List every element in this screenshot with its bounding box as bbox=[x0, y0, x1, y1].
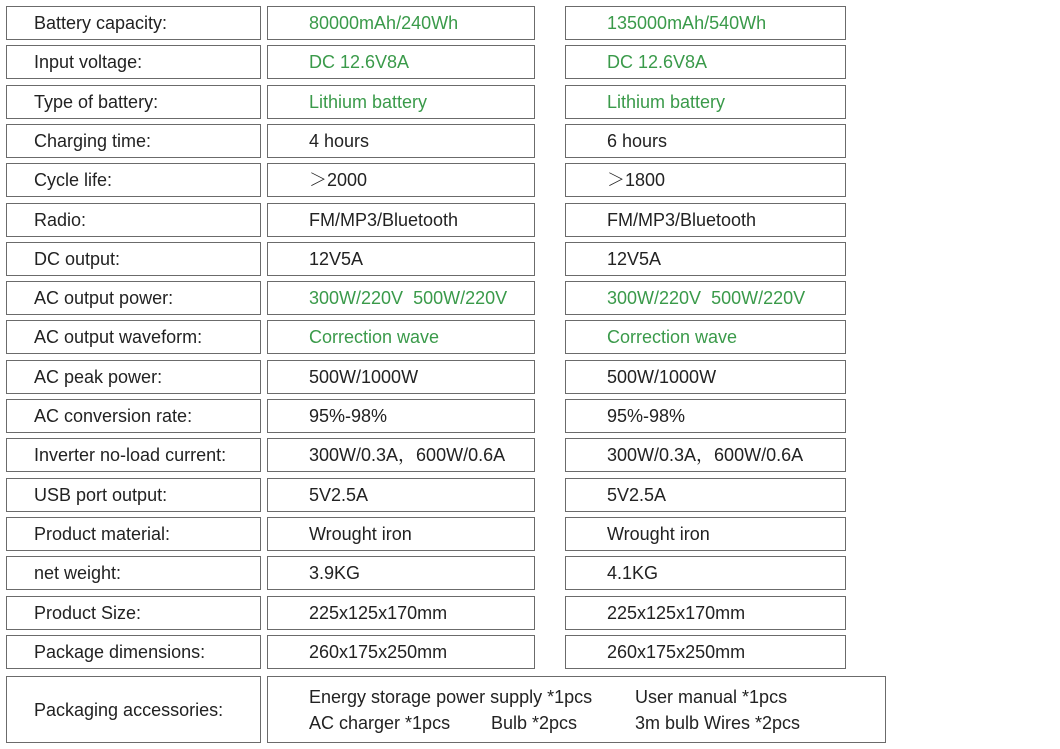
spec-value-model-2 bbox=[565, 85, 846, 119]
accessories-line-1 bbox=[309, 684, 787, 710]
accessory-item: Energy storage power supply *1pcs bbox=[309, 686, 593, 707]
spec-label-text: Packaging accessories: bbox=[34, 699, 224, 720]
spec-value-model-1-text: 5V2.5A bbox=[309, 485, 369, 505]
spec-label bbox=[6, 281, 261, 315]
spec-label-text: AC peak power: bbox=[34, 367, 163, 387]
spec-value-model-1 bbox=[267, 281, 535, 315]
spec-label-text: Radio: bbox=[34, 210, 87, 230]
spec-value-model-2-text: 260x175x250mm bbox=[607, 642, 746, 662]
spec-value-model-2-text: ＞1800 bbox=[607, 170, 666, 190]
spec-label-text: AC output power: bbox=[34, 288, 174, 308]
spec-label-text: Inverter no-load current: bbox=[34, 445, 227, 465]
spec-value-model-1 bbox=[267, 203, 535, 237]
spec-value-model-2-text: Wrought iron bbox=[607, 524, 710, 544]
spec-value-model-2-text: 6 hours bbox=[607, 131, 668, 151]
spec-value-model-2-text: 12V5A bbox=[607, 249, 662, 269]
spec-value-model-1-text: 300W/0.3A，600W/0.6A bbox=[309, 445, 506, 465]
spec-label bbox=[6, 399, 261, 433]
spec-label bbox=[6, 635, 261, 669]
spec-value-model-2-text: 5V2.5A bbox=[607, 485, 667, 505]
spec-value-model-2-text: 225x125x170mm bbox=[607, 603, 746, 623]
spec-value-model-1-text: 225x125x170mm bbox=[309, 603, 448, 623]
spec-value-model-1-text: ＞2000 bbox=[309, 170, 368, 190]
spec-value-model-2 bbox=[565, 281, 846, 315]
spec-value-model-2 bbox=[565, 320, 846, 354]
spec-value-model-2 bbox=[565, 124, 846, 158]
spec-value-model-1 bbox=[267, 399, 535, 433]
spec-label-text: Product Size: bbox=[34, 603, 142, 623]
spec-label-text: Battery capacity: bbox=[34, 13, 168, 33]
spec-value-model-1-text: DC 12.6V8A bbox=[309, 52, 410, 72]
spec-label bbox=[6, 163, 261, 197]
spec-value-model-2 bbox=[565, 203, 846, 237]
spec-value-model-2-text: Correction wave bbox=[607, 327, 738, 347]
spec-label-text: Charging time: bbox=[34, 131, 152, 151]
spec-label-text: AC output waveform: bbox=[34, 327, 203, 347]
spec-value-model-2 bbox=[565, 596, 846, 630]
spec-label bbox=[6, 517, 261, 551]
spec-label-text: Cycle life: bbox=[34, 170, 113, 190]
spec-value-model-2-text: Lithium battery bbox=[607, 92, 726, 112]
spec-value-model-2 bbox=[565, 399, 846, 433]
spec-label bbox=[6, 360, 261, 394]
spec-value-model-1-text: 300W/220V 500W/220V bbox=[309, 288, 508, 308]
spec-value-model-2 bbox=[565, 45, 846, 79]
accessories-line-2 bbox=[309, 710, 800, 736]
spec-value-model-1-text: 3.9KG bbox=[309, 563, 361, 583]
spec-label bbox=[6, 203, 261, 237]
spec-value-model-2 bbox=[565, 556, 846, 590]
spec-label bbox=[6, 596, 261, 630]
spec-value-model-1 bbox=[267, 45, 535, 79]
spec-value-model-2-text: 95%-98% bbox=[607, 406, 686, 426]
spec-label-text: AC conversion rate: bbox=[34, 406, 193, 426]
accessory-item: User manual *1pcs bbox=[635, 686, 788, 707]
spec-value-model-1 bbox=[267, 163, 535, 197]
spec-label-text: Product material: bbox=[34, 524, 171, 544]
spec-value-model-1-text: FM/MP3/Bluetooth bbox=[309, 210, 459, 230]
spec-value-model-1 bbox=[267, 596, 535, 630]
spec-value-model-1 bbox=[267, 6, 535, 40]
spec-value-model-2-text: FM/MP3/Bluetooth bbox=[607, 210, 757, 230]
spec-label-packaging-accessories bbox=[6, 676, 261, 743]
spec-value-model-1-text: 95%-98% bbox=[309, 406, 388, 426]
spec-value-model-1 bbox=[267, 635, 535, 669]
spec-value-model-1-text: Correction wave bbox=[309, 327, 440, 347]
spec-value-model-2 bbox=[565, 360, 846, 394]
spec-value-model-2-text: 300W/220V 500W/220V bbox=[607, 288, 806, 308]
spec-label bbox=[6, 85, 261, 119]
spec-value-model-1 bbox=[267, 517, 535, 551]
spec-value-model-1-text: Lithium battery bbox=[309, 92, 428, 112]
spec-value-model-2 bbox=[565, 242, 846, 276]
spec-value-model-1 bbox=[267, 478, 535, 512]
spec-value-model-2-text: DC 12.6V8A bbox=[607, 52, 708, 72]
spec-label-text: Package dimensions: bbox=[34, 642, 206, 662]
spec-value-model-1 bbox=[267, 556, 535, 590]
spec-label-text: Input voltage: bbox=[34, 52, 143, 72]
spec-label bbox=[6, 45, 261, 79]
spec-value-model-2-text: 500W/1000W bbox=[607, 367, 717, 387]
spec-label-text: USB port output: bbox=[34, 485, 168, 505]
accessory-item: 3m bulb Wires *2pcs bbox=[635, 712, 801, 733]
spec-value-model-2 bbox=[565, 163, 846, 197]
spec-value-model-2-text: 135000mAh/540Wh bbox=[607, 13, 767, 33]
spec-value-model-2-text: 4.1KG bbox=[607, 563, 659, 583]
spec-value-model-1-text: 500W/1000W bbox=[309, 367, 419, 387]
spec-value-model-2-text: 300W/0.3A，600W/0.6A bbox=[607, 445, 804, 465]
spec-value-model-1-text: 80000mAh/240Wh bbox=[309, 13, 459, 33]
spec-label bbox=[6, 242, 261, 276]
spec-value-model-2 bbox=[565, 478, 846, 512]
spec-label bbox=[6, 320, 261, 354]
spec-value-model-2 bbox=[565, 635, 846, 669]
spec-value-model-1 bbox=[267, 85, 535, 119]
spec-label bbox=[6, 556, 261, 590]
spec-value-model-1 bbox=[267, 124, 535, 158]
spec-value-model-2 bbox=[565, 438, 846, 472]
spec-label bbox=[6, 124, 261, 158]
spec-label-text: Type of battery: bbox=[34, 92, 159, 112]
spec-value-model-1-text: 12V5A bbox=[309, 249, 364, 269]
spec-value-model-2 bbox=[565, 517, 846, 551]
spec-value-model-2 bbox=[565, 6, 846, 40]
spec-value-packaging-accessories bbox=[267, 676, 886, 743]
spec-value-model-1-text: 260x175x250mm bbox=[309, 642, 448, 662]
spec-label bbox=[6, 478, 261, 512]
spec-value-model-1 bbox=[267, 360, 535, 394]
spec-value-model-1-text: Wrought iron bbox=[309, 524, 412, 544]
spec-label-text: net weight: bbox=[34, 563, 122, 583]
spec-label bbox=[6, 438, 261, 472]
spec-label-text: DC output: bbox=[34, 249, 121, 269]
accessory-item: AC charger *1pcs bbox=[309, 712, 451, 733]
spec-value-model-1 bbox=[267, 320, 535, 354]
spec-label bbox=[6, 6, 261, 40]
spec-value-model-1 bbox=[267, 242, 535, 276]
accessory-item: Bulb *2pcs bbox=[491, 712, 578, 733]
spec-value-model-1-text: 4 hours bbox=[309, 131, 370, 151]
spec-value-model-1 bbox=[267, 438, 535, 472]
